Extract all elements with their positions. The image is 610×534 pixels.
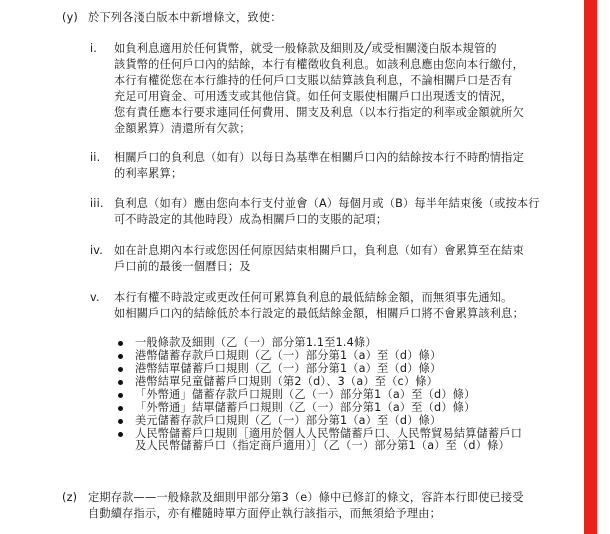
bullet-icon — [118, 419, 123, 424]
text-line: 如在計息期內本行或您因任何原因結束相關戶口，負利息（如有）會累算至在結束 — [114, 244, 524, 257]
bullet-icon — [118, 406, 123, 411]
clause-marker: (z) — [62, 491, 78, 504]
text-line: 定期存款——一般條款及細則甲部分第3（e）條中已修訂的條文，容許本行即使已接受 — [88, 491, 524, 504]
item-marker: i. — [90, 42, 98, 55]
item-text — [114, 196, 562, 228]
text-line: 本行有權從您在本行維持的任何戶口支賬以結算該負利息，不論相關戶口是否有 — [114, 74, 513, 87]
bullet-text: 「外幣通」儲蓄存款戶口規則（乙（一）部分第1（a）至（d）條） — [135, 388, 476, 401]
text-line: 您有責任應本行要求連同任何費用、開支及利息（以本行指定的利率或金額就所欠 — [114, 106, 524, 119]
clause-marker: (y) — [62, 11, 78, 24]
accent-bar — [584, 0, 597, 534]
bullet-text: 一般條款及細則（乙（一）部分第1.1至1.4條） — [135, 336, 377, 349]
text-line: 本行有權不時設定或更改任何可累算負利息的最低結餘金額，而無須事先通知。 — [114, 291, 513, 304]
bullet-text: 港幣結單兒童儲蓄戶口規則（第2（d）、3（a）至（c）條） — [135, 375, 439, 388]
item-marker: iii. — [90, 197, 104, 210]
clause-text: 於下列各淺白版本中新增條文，致使： — [88, 11, 282, 24]
text-line: 如相關戶口內的結餘低於本行設定的最低結餘金額，相關戶口將不會累算該利息； — [114, 307, 524, 320]
item-text — [114, 41, 562, 137]
text-line: 該貨幣的任何戶口內的結餘，本行有權徵收負利息。如該利息應由您向本行繳付， — [114, 58, 524, 71]
bullet-icon — [118, 341, 123, 346]
item-marker: ii. — [90, 151, 101, 164]
bullet-icon — [118, 432, 123, 437]
text-line: 金額累算）清還所有欠款； — [114, 122, 251, 135]
item-marker: v. — [90, 291, 100, 304]
text-line: 戶口前的最後一個曆日；及 — [114, 260, 251, 273]
text-line: 相關戶口的負利息（如有）以每日為基準在相關戶口內的結餘按本行不時酌情指定 — [114, 151, 524, 164]
clause-text — [88, 490, 558, 522]
item-text — [114, 243, 562, 275]
text-line: 如負利息適用於任何貨幣，就受一般條款及細則及╱或受相關淺白版本規管的 — [114, 42, 497, 55]
bullet-text: 港幣結單儲蓄戶口規則（乙（一）部分第1（a）至（d）條） — [135, 362, 442, 375]
text-line: 負利息（如有）應由您向本行支付並會（A）每個月或（B）每半年結束後（或按本行 — [114, 197, 540, 210]
bullet-text: 美元儲蓄存款戶口規則（乙（一）部分第1（a）至（d）條） — [135, 414, 442, 427]
text-line: 充足可用資金、可用透支或其他信貸。如任何支賬使相關戶口出現透支的情況， — [114, 90, 513, 103]
bullet-text: 港幣儲蓄存款戶口規則（乙（一）部分第1（a）至（d）條） — [135, 349, 442, 362]
text-line: 人民幣儲蓄戶口規則［適用於個人人民幣儲蓄戶口、人民幣貿易結算儲蓄戶口 — [135, 427, 523, 440]
item-text — [114, 290, 562, 322]
item-text — [114, 150, 562, 182]
text-line: 自動續存指示，亦有權隨時單方面停止執行該指示，而無須給予理由； — [88, 507, 442, 520]
bullet-text — [135, 428, 565, 453]
bullet-icon — [118, 367, 123, 372]
text-line: 及人民幣儲蓄戶口（指定商戶適用）］（乙（一）部分第1（a）至（d）條） — [135, 439, 510, 453]
bullet-text: 「外幣通」結單儲蓄戶口規則（乙（一）部分第1（a）至（d）條） — [135, 401, 476, 414]
bullet-icon — [118, 380, 123, 385]
bullet-icon — [118, 354, 123, 359]
item-marker: iv. — [90, 244, 104, 257]
text-line: 的利率累算； — [114, 167, 183, 180]
bullet-icon — [118, 393, 123, 398]
text-line: 可不時設定的其他時段）成為相關戶口的支賬的記項； — [114, 213, 388, 226]
